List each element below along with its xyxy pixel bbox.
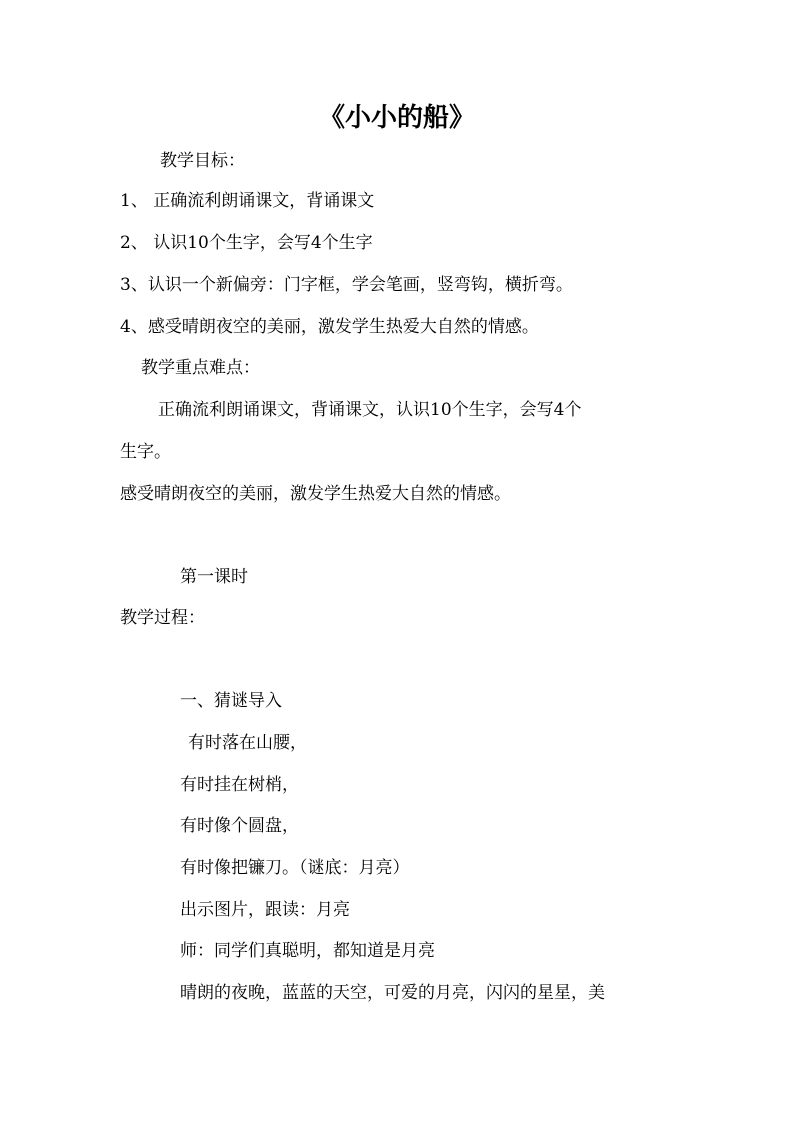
- objective-item-4: 4、感受晴朗夜空的美丽，激发学生热爱大自然的情感。: [120, 317, 539, 337]
- key-points-line-2: 生字。: [120, 442, 171, 462]
- section-1-heading: 一、猜谜导入: [180, 691, 282, 711]
- riddle-line-1: 有时落在山腰，: [188, 733, 307, 753]
- objectives-heading: 教学目标：: [160, 151, 245, 171]
- objective-item-1: 1、 正确流利朗诵课文，背诵课文: [120, 191, 375, 211]
- riddle-line-2: 有时挂在树梢，: [180, 775, 299, 795]
- key-points-heading: 教学重点难点：: [141, 358, 260, 378]
- activity-line-1: 出示图片，跟读：月亮: [180, 900, 350, 920]
- objective-item-2: 2、 认识10个生字，会写4个生字: [120, 233, 373, 253]
- lesson-heading: 第一课时: [180, 567, 248, 587]
- riddle-line-3: 有时像个圆盘，: [180, 816, 299, 836]
- riddle-line-4: 有时像把镰刀。（谜底：月亮）: [180, 858, 410, 878]
- activity-line-2: 师：同学们真聪明，都知道是月亮: [180, 941, 435, 961]
- activity-line-3: 晴朗的夜晚，蓝蓝的天空，可爱的月亮，闪闪的星星，美: [180, 983, 605, 1003]
- key-points-line-3: 感受晴朗夜空的美丽，激发学生热爱大自然的情感。: [120, 484, 511, 504]
- key-points-line-1: 正确流利朗诵课文，背诵课文，认识10个生字，会写4个: [158, 400, 582, 420]
- objective-item-3: 3、认识一个新偏旁：门字框，学会笔画，竖弯钩，横折弯。: [120, 275, 573, 295]
- process-heading: 教学过程：: [120, 608, 205, 628]
- document-title: 《小小的船》: [318, 103, 475, 133]
